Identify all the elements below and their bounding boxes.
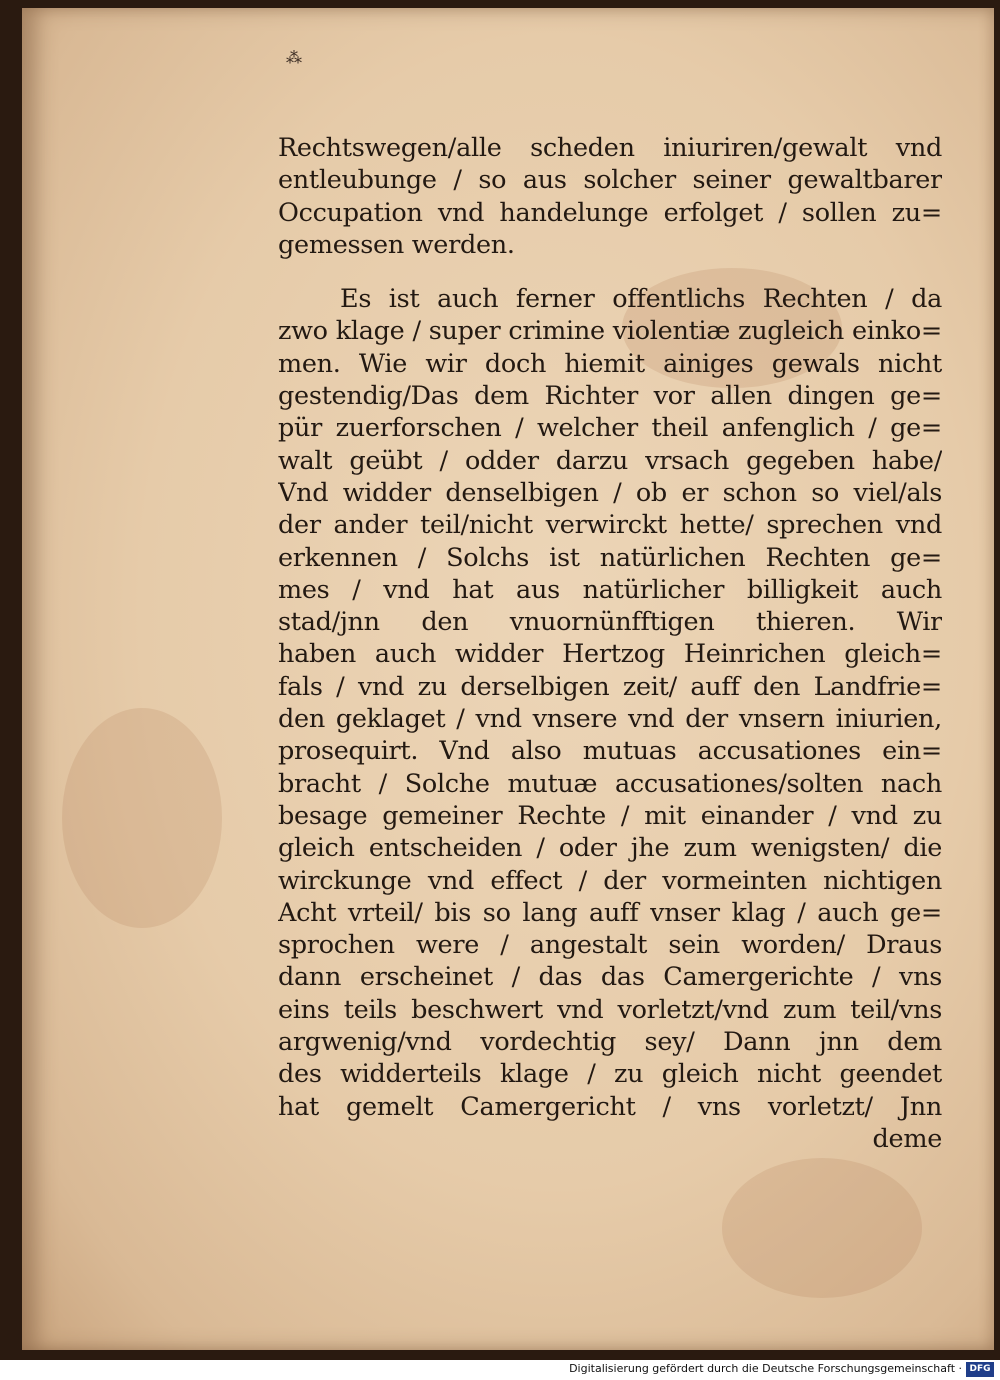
text-line: des widderteils klage / zu gleich nicht geendet — [278, 1059, 942, 1090]
text-line: haben auch widder Hertzog Heinrichen gleich= — [278, 639, 942, 670]
paragraph-2 — [278, 283, 942, 1123]
text-line: zwo klage / super crimine violentiæ zugleich einko= — [278, 316, 942, 347]
text-line: walt geübt / odder darzu vrsach gegeben habe/ — [278, 445, 942, 476]
text-line: den geklaget / vnd vnsere vnd der vnsern iniurien, — [278, 704, 942, 735]
text-line: bracht / Solche mutuæ accusationes/solten nach — [278, 768, 942, 799]
text-line: dann erscheinet / das das Camergerichte / vns — [278, 962, 942, 993]
text-line: hat gemelt Camergericht / vns vorletzt/ Jnn — [278, 1091, 942, 1122]
text-line: Vnd widder denselbigen / ob er schon so viel/als — [278, 477, 942, 508]
paragraph-1 — [278, 132, 942, 261]
catchword: deme — [872, 1123, 942, 1154]
text-line: entleubunge / so aus solcher seiner gewaltbarer — [278, 165, 942, 196]
text-line: mes / vnd hat aus natürlicher billigkeit auch — [278, 574, 942, 605]
text-line: gemessen werden. — [278, 229, 515, 260]
footer-bar — [0, 1360, 1000, 1380]
text-line: eins teils beschwert vnd vorletzt/vnd zum teil/vns — [278, 994, 942, 1025]
text-line: der ander teil/nicht verwirckt hette/ sprechen vnd — [278, 510, 942, 541]
text-line: gleich entscheiden / oder jhe zum wenigsten/ die — [278, 833, 942, 864]
text-line: Acht vrteil/ bis so lang auff vnser klag / auch ge= — [278, 897, 942, 928]
text-line: wirckunge vnd effect / der vormeinten nichtigen — [278, 865, 942, 896]
paper-stain — [62, 708, 222, 928]
body-text — [278, 132, 942, 1155]
text-line: erkennen / Solchs ist natürlichen Rechten ge= — [278, 542, 942, 573]
text-line: Es ist auch ferner offentlichs Rechten / da — [340, 284, 942, 315]
paper-stain — [722, 1158, 922, 1298]
text-line: pür zuerforschen / welcher theil anfenglich / ge= — [278, 413, 942, 444]
page-mark: ⁂ — [286, 48, 302, 67]
dfg-logo: DFG — [966, 1362, 994, 1377]
text-line: Occupation vnd handelunge erfolget / sollen zu= — [278, 197, 942, 228]
text-line: men. Wie wir doch hiemit ainiges gewals nicht — [278, 348, 942, 379]
text-line: besage gemeiner Rechte / mit einander / vnd zu — [278, 800, 942, 831]
text-line: gestendig/Das dem Richter vor allen dingen ge= — [278, 381, 942, 412]
text-line: fals / vnd zu derselbigen zeit/ auff den Landfrie= — [278, 671, 942, 702]
text-line: prosequirt. Vnd also mutuas accusationes ein= — [278, 736, 942, 767]
text-line: stad/jnn den vnuornünfftigen thieren. Wir — [278, 607, 942, 638]
text-line: Rechtswegen/alle scheden iniuriren/gewalt vnd — [278, 133, 942, 163]
digitization-credit: Digitalisierung gefördert durch die Deutsche Forschungsgemeinschaft · — [569, 1362, 962, 1375]
text-line: sprochen were / angestalt sein worden/ Draus — [278, 930, 942, 961]
text-line: argwenig/vnd vordechtig sey/ Dann jnn dem — [278, 1027, 942, 1058]
